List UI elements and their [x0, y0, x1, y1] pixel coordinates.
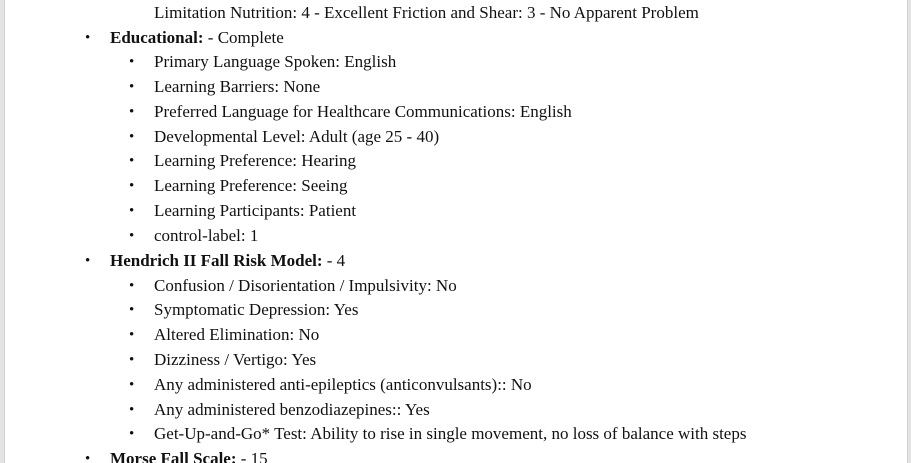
bullet: •: [129, 302, 135, 318]
section-morse-fall-scale: [85, 449, 268, 463]
list-item: [129, 52, 397, 72]
continuation-text: Limitation Nutrition: 4 - Excellent Friction and Shear: 3 - No Apparent Problem: [154, 3, 699, 22]
section-value: - 15: [236, 449, 268, 463]
list-item-text: Learning Preference: Hearing: [154, 151, 356, 170]
bullet: •: [129, 278, 135, 294]
page-right-edge: [907, 0, 911, 463]
bullet: •: [129, 228, 135, 244]
list-item: [129, 226, 259, 246]
section-educational: [85, 28, 284, 48]
list-item: [129, 151, 356, 171]
list-item-text: Symptomatic Depression: Yes: [154, 300, 359, 319]
list-item-text: Confusion / Disorientation / Impulsivity: No: [154, 276, 457, 295]
bullet: •: [129, 327, 135, 343]
section-heading: Morse Fall Scale:: [110, 449, 237, 463]
list-item: [129, 176, 348, 196]
bullet: •: [129, 352, 135, 368]
list-item-text: control-label: 1: [154, 226, 259, 245]
list-item-text: Preferred Language for Healthcare Communications: English: [154, 102, 572, 121]
section-heading: Educational:: [110, 28, 204, 47]
bullet: •: [129, 153, 135, 169]
list-item-text: Altered Elimination: No: [154, 325, 320, 344]
list-item-text: Primary Language Spoken: English: [154, 52, 397, 71]
list-item-text: Developmental Level: Adult (age 25 - 40): [154, 127, 440, 146]
list-item: [129, 375, 532, 395]
bullet: •: [129, 402, 135, 418]
list-item: [129, 350, 317, 370]
list-item-text: Dizziness / Vertigo: Yes: [154, 350, 317, 369]
bullet: •: [129, 104, 135, 120]
bullet: •: [129, 79, 135, 95]
list-item: [129, 77, 321, 97]
list-item: [129, 300, 359, 320]
bullet: •: [85, 253, 91, 269]
section-value: - 4: [322, 251, 346, 270]
page-left-edge: [0, 0, 5, 463]
list-item-text: Any administered benzodiazepines:: Yes: [154, 400, 430, 419]
bullet: •: [129, 377, 135, 393]
bullet: •: [129, 203, 135, 219]
list-item: [129, 102, 572, 122]
bullet: •: [85, 30, 91, 46]
section-hendrich-fall-risk: [85, 251, 346, 271]
bullet: •: [129, 178, 135, 194]
bullet: •: [85, 451, 91, 463]
bullet: •: [129, 426, 135, 442]
list-item-text: Any administered anti-epileptics (anticonvulsants):: No: [154, 375, 532, 394]
list-item: [129, 276, 457, 296]
list-item: [129, 201, 357, 221]
list-item-text: Get-Up-and-Go* Test: Ability to rise in single movement, no loss of balance with steps: [154, 424, 747, 443]
list-item: [129, 325, 320, 345]
list-item: [129, 424, 747, 444]
list-item-text: Learning Participants: Patient: [154, 201, 357, 220]
list-item: [129, 127, 440, 147]
bullet: •: [129, 129, 135, 145]
list-item-text: Learning Preference: Seeing: [154, 176, 348, 195]
list-item-text: Learning Barriers: None: [154, 77, 321, 96]
section-value: - Complete: [203, 28, 284, 47]
list-item: [129, 400, 430, 420]
section-heading: Hendrich II Fall Risk Model:: [110, 251, 323, 270]
bullet: •: [129, 54, 135, 70]
